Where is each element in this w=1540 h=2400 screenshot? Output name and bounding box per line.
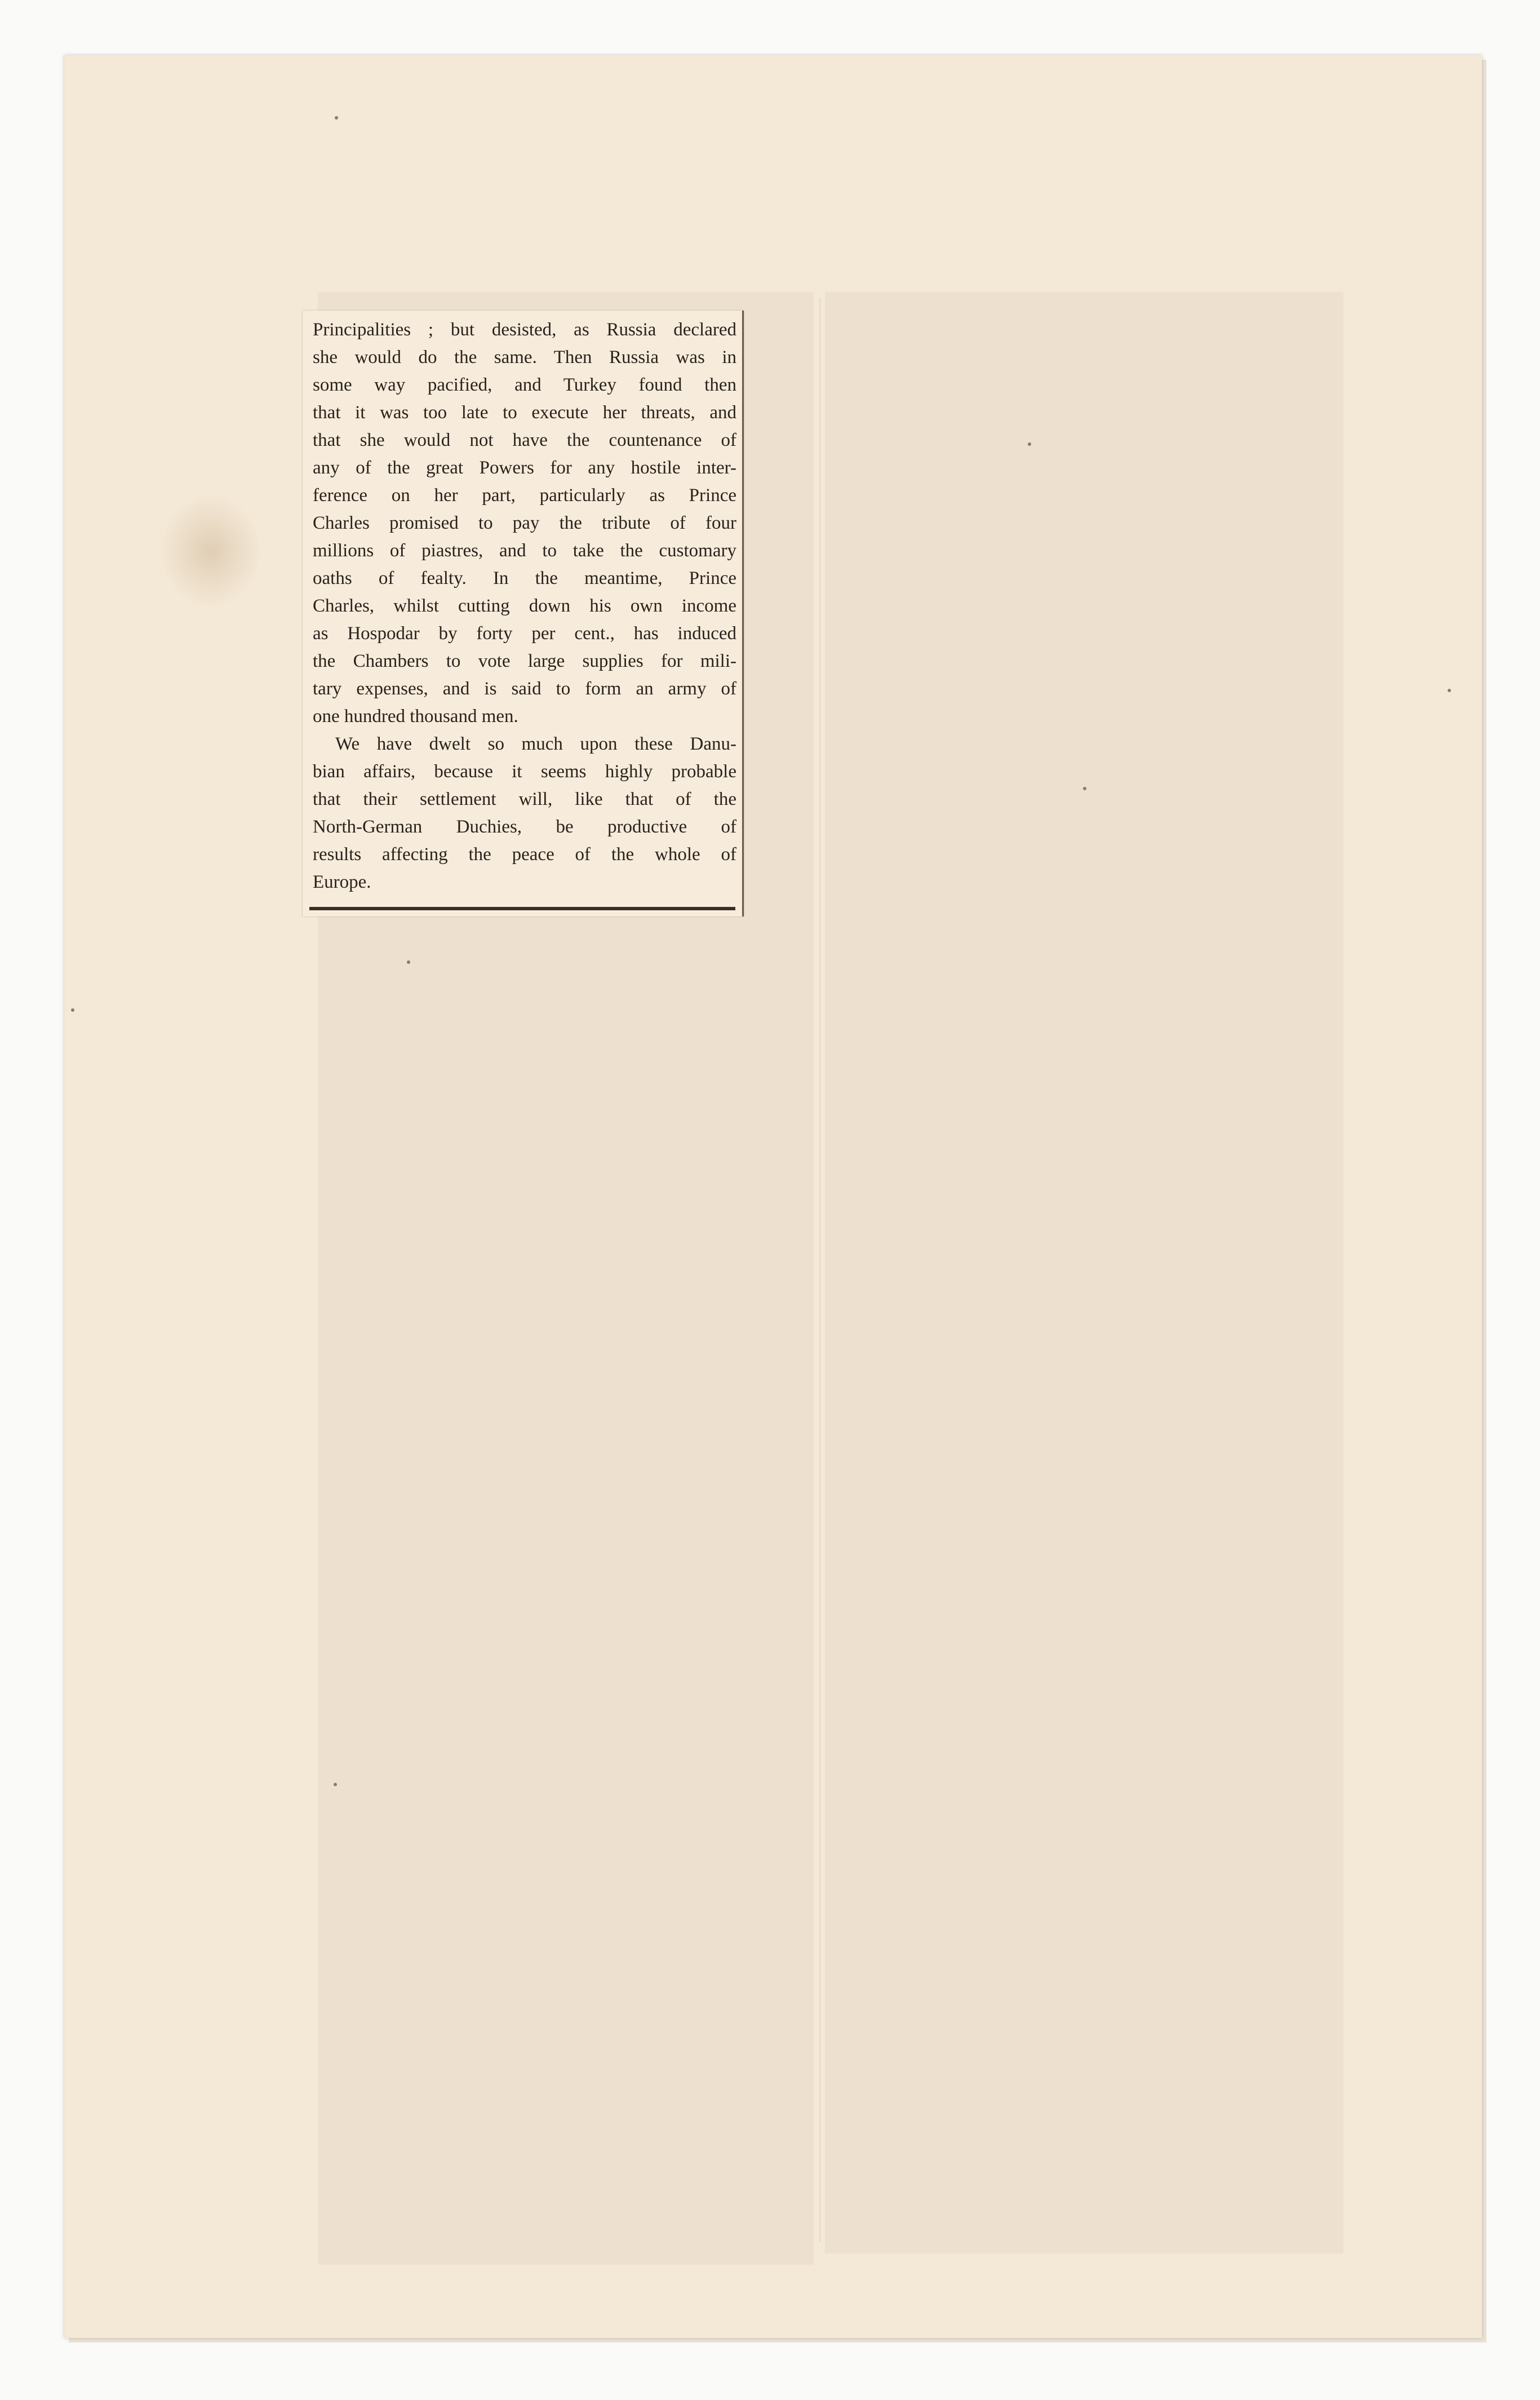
- paper-stain: [160, 495, 261, 608]
- clipping-text: [313, 316, 736, 896]
- paper-speck: [71, 1008, 74, 1012]
- text-line: any of the great Powers for any hostile inter-: [313, 458, 736, 478]
- text-line: she would do the same. Then Russia was in: [313, 347, 736, 367]
- paper-speck: [1448, 689, 1451, 692]
- show-through-column-rule: [819, 298, 821, 2242]
- paragraph-2: [313, 730, 736, 896]
- text-line: tary expenses, and is said to form an army of: [313, 679, 736, 699]
- paragraph-1: [313, 316, 736, 730]
- text-line: some way pacified, and Turkey found then: [313, 375, 736, 395]
- paper-speck: [334, 1783, 337, 1786]
- text-line: one hundred thousand men.: [313, 706, 518, 727]
- show-through-column-right: [825, 292, 1343, 2253]
- paper-speck: [1028, 442, 1031, 446]
- newspaper-clipping: [303, 311, 744, 916]
- paper-sheet: [64, 55, 1482, 2338]
- paper-speck: [407, 960, 410, 964]
- text-line: that it was too late to execute her threats, and: [313, 402, 736, 423]
- text-line: Charles, whilst cutting down his own income: [313, 596, 736, 616]
- text-line: oaths of fealty. In the meantime, Prince: [313, 568, 736, 588]
- text-line: as Hospodar by forty per cent., has induced: [313, 623, 736, 644]
- text-line: millions of piastres, and to take the customary: [313, 541, 736, 561]
- paper-speck: [1083, 787, 1086, 790]
- text-line: that their settlement will, like that of the: [313, 789, 736, 809]
- text-line: bian affairs, because it seems highly probable: [313, 761, 736, 782]
- text-line: the Chambers to vote large supplies for mili-: [313, 651, 736, 671]
- text-line: that she would not have the countenance of: [313, 430, 736, 450]
- text-line: Principalities ; but desisted, as Russia declared: [313, 320, 736, 340]
- column-end-rule: [309, 907, 735, 910]
- text-line: We have dwelt so much upon these Danu-: [335, 734, 736, 754]
- text-line: results affecting the peace of the whole of: [313, 844, 736, 865]
- text-line: North-German Duchies, be productive of: [313, 817, 736, 837]
- text-line: Charles promised to pay the tribute of four: [313, 513, 736, 533]
- paper-speck: [335, 116, 338, 119]
- text-line: Europe.: [313, 872, 371, 892]
- text-line: ference on her part, particularly as Prince: [313, 485, 736, 506]
